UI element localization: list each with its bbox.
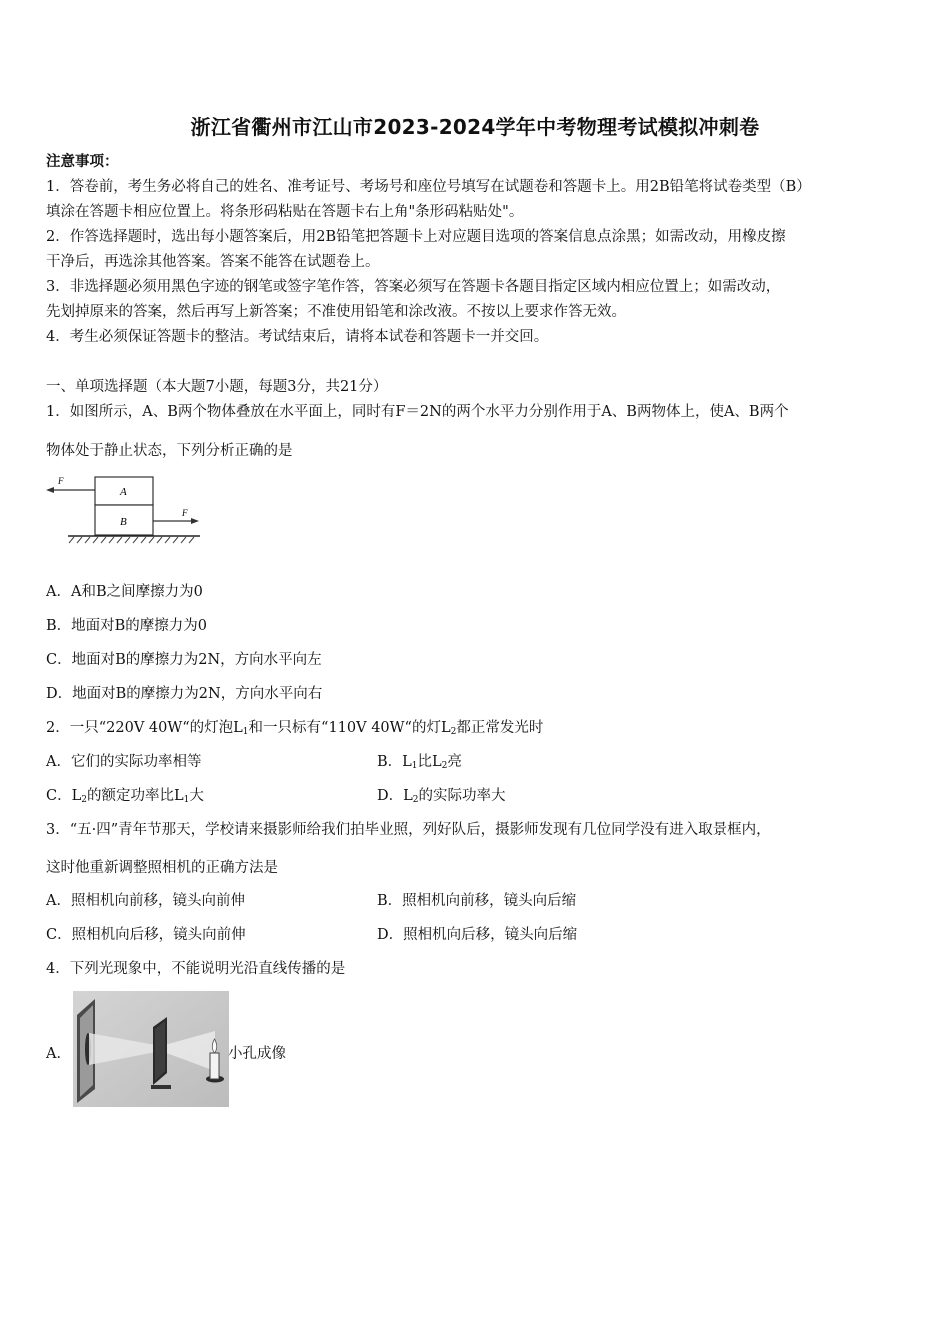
question-2-option-a: A．它们的实际功率相等 — [46, 754, 202, 770]
question-3-stem: 3．“五·四”青年节那天，学校请来摄影师给我们拍毕业照，列好队后，摄影师发现有几位同学没有进入取景框内， — [46, 822, 771, 838]
question-3-stem: 这时他重新调整照相机的正确方法是 — [46, 860, 278, 876]
block-a-label: A — [120, 486, 127, 498]
notice-line: 干净后，再选涂其他答案。答案不能答在试题卷上。 — [46, 254, 380, 270]
notice-line: 4．考生必须保证答题卡的整洁。考试结束后，请将本试卷和答题卡一并交回。 — [46, 329, 549, 345]
question-1-stem: 物体处于静止状态，下列分析正确的是 — [46, 443, 293, 459]
stacked-blocks-figure — [44, 470, 214, 548]
question-4-option-a-caption: 小孔成像 — [228, 1046, 286, 1062]
section-heading: 一、单项选择题（本大题7小题，每题3分，共21分） — [46, 379, 388, 395]
page-title: 浙江省衢州市江山市2023-2024学年中考物理考试模拟冲刺卷 — [190, 115, 760, 139]
notice-line: 3．非选择题必须用黑色字迹的钢笔或签字笔作答，答案必须写在答题卡各题目指定区域内相应位置上；如需改动， — [46, 279, 781, 295]
question-2-option-d: D．$L_2$的实际功率大 — [377, 788, 506, 805]
force-label-left: F — [58, 476, 64, 486]
question-1-option-a: A．A和B之间摩擦力为0 — [46, 584, 203, 600]
notice-line: 填涂在答题卡相应位置上。将条形码粘贴在答题卡右上角"条形码粘贴处"。 — [46, 204, 524, 220]
question-4-stem: 4．下列光现象中，不能说明光沿直线传播的是 — [46, 961, 346, 977]
question-2-stem: 2．一只“220V 40W“的灯泡$L_1$和一只标有“110V 40W“的灯$L_2$都正常发光时 — [46, 720, 544, 737]
force-label-right: F — [182, 508, 188, 518]
pinhole-camera-image — [73, 991, 229, 1107]
notice-line: 2．作答选择题时，选出每小题答案后，用2B铅笔把答题卡上对应题目选项的答案信息点涂黑；如需改动，用橡皮擦 — [46, 229, 786, 245]
notice-heading: 注意事项： — [46, 153, 119, 170]
notice-line: 1．答卷前，考生务必将自己的姓名、准考证号、考场号和座位号填写在试题卷和答题卡上。用2B铅笔将试卷类型（B） — [46, 179, 811, 195]
question-2-option-c: C．$L_2$的额定功率比$L_1$大 — [46, 788, 204, 805]
question-4-option-a-label: A． — [46, 1046, 71, 1062]
question-3-option-d: D．照相机向后移，镜头向后缩 — [377, 927, 578, 943]
question-1-option-d: D．地面对B的摩擦力为2N，方向水平向右 — [46, 686, 323, 702]
question-1-stem: 1．如图所示，A、B两个物体叠放在水平面上，同时有F＝2N的两个水平力分别作用于A、B两物体上，使A、B两个 — [46, 404, 789, 420]
question-3-option-a: A．照相机向前移，镜头向前伸 — [46, 893, 245, 909]
notice-line: 先划掉原来的答案，然后再写上新答案；不准使用铅笔和涂改液。不按以上要求作答无效。 — [46, 304, 626, 320]
question-1-option-b: B．地面对B的摩擦力为0 — [46, 618, 208, 634]
question-1-option-c: C．地面对B的摩擦力为2N，方向水平向左 — [46, 652, 322, 668]
question-3-option-c: C．照相机向后移，镜头向前伸 — [46, 927, 246, 943]
question-3-option-b: B．照相机向前移，镜头向后缩 — [377, 893, 577, 909]
question-2-option-b: B．$L_1$比$L_2$亮 — [377, 754, 462, 771]
block-b-label: B — [120, 516, 127, 528]
